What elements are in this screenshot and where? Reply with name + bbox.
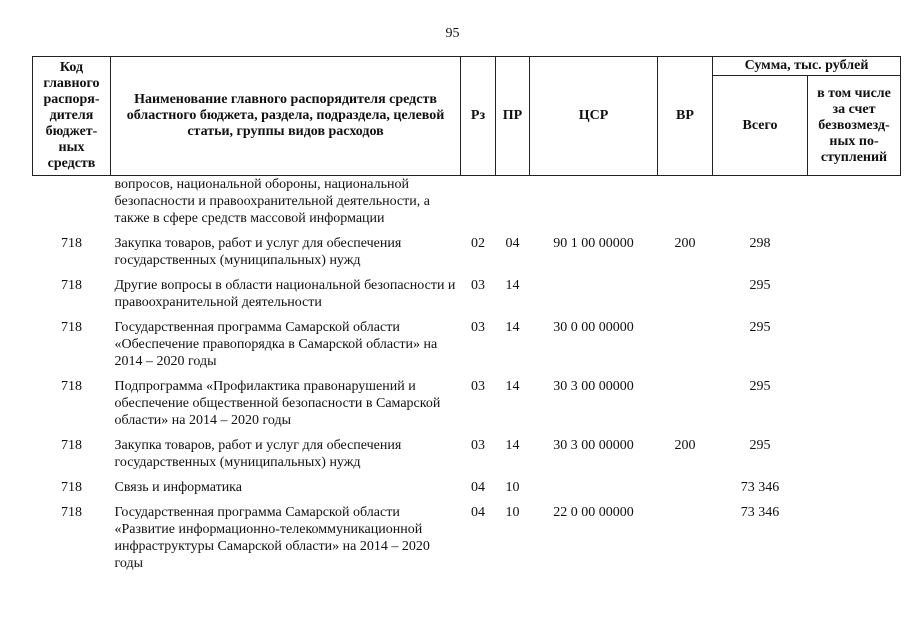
cell-name: Государственная программа Самарской области «Развитие информационно-телекоммуникационной инфраструктуры Самарской области» на 2014 – 2020 годы — [114, 505, 430, 571]
cell-name: Закупка товаров, работ и услуг для обеспечения государственных (муниципальных) нужд — [114, 438, 402, 470]
cell-total: 73 346 — [740, 505, 780, 520]
cell-pr — [496, 176, 530, 234]
cell-vr — [658, 376, 713, 435]
cell-code: 718 — [61, 505, 82, 520]
cell-csr: 90 1 00 00000 — [553, 236, 634, 251]
cell-code: 718 — [61, 480, 82, 495]
cell-total: 295 — [749, 320, 771, 335]
cell-total: 298 — [749, 236, 771, 251]
cell-code: 718 — [61, 438, 82, 453]
cell-gratuitous — [808, 435, 901, 477]
cell-gratuitous — [808, 176, 901, 234]
cell-pr: 10 — [505, 505, 520, 520]
cell-rz — [461, 176, 496, 234]
cell-total — [713, 176, 808, 234]
table-row — [33, 176, 901, 234]
table-row — [33, 275, 901, 317]
cell-pr: 14 — [505, 379, 520, 394]
cell-vr — [658, 317, 713, 376]
cell-rz: 04 — [471, 505, 485, 520]
cell-name: Другие вопросы в области национальной безопасности и правоохранительной деятельности — [114, 278, 456, 310]
cell-rz: 02 — [471, 236, 485, 251]
cell-gratuitous — [808, 275, 901, 317]
cell-name: вопросов, национальной обороны, национальной безопасности и правоохранительной деятельности, а также в сфере средств массовой информации — [114, 177, 430, 226]
cell-csr: 30 3 00 00000 — [553, 438, 634, 453]
table-row — [33, 435, 901, 477]
cell-csr — [530, 275, 658, 317]
cell-pr: 10 — [505, 480, 520, 495]
table-row — [33, 477, 901, 502]
cell-total: 295 — [749, 438, 771, 453]
header-gratuitous: в том числе за счет безвозмезд-ных по-ступлений — [808, 76, 901, 176]
header-sum-group: Сумма, тыс. рублей — [713, 57, 901, 76]
page-number: 95 — [445, 26, 460, 41]
cell-csr — [530, 477, 658, 502]
header-vr: ВР — [658, 57, 713, 176]
cell-vr — [658, 176, 713, 234]
cell-csr: 22 0 00 00000 — [553, 505, 634, 520]
cell-vr — [658, 477, 713, 502]
header-code: Код главного распоря-дителя бюджет-ных средств — [33, 57, 111, 176]
header-csr: ЦСР — [530, 57, 658, 176]
cell-gratuitous — [808, 233, 901, 275]
cell-rz: 04 — [471, 480, 485, 495]
cell-name: Государственная программа Самарской области «Обеспечение правопорядка в Самарской области» на 2014 – 2020 годы — [114, 320, 438, 369]
cell-total: 73 346 — [740, 480, 780, 495]
header-rz: Рз — [461, 57, 496, 176]
cell-rz: 03 — [471, 438, 485, 453]
cell-code: 718 — [61, 379, 82, 394]
table-header — [33, 57, 901, 176]
cell-code: 718 — [61, 320, 82, 335]
header-name: Наименование главного распорядителя средств областного бюджета, раздела, подраздела, целевой статьи, группы видов расходов — [111, 57, 461, 176]
header-total: Всего — [713, 76, 808, 176]
cell-gratuitous — [808, 502, 901, 578]
header-pr: ПР — [496, 57, 530, 176]
cell-csr: 30 3 00 00000 — [553, 379, 634, 394]
cell-vr: 200 — [674, 438, 696, 453]
cell-total: 295 — [749, 379, 771, 394]
cell-pr: 14 — [505, 320, 520, 335]
cell-vr — [658, 275, 713, 317]
cell-code — [33, 176, 111, 234]
cell-rz: 03 — [471, 379, 485, 394]
table-row — [33, 233, 901, 275]
cell-csr — [530, 176, 658, 234]
cell-gratuitous — [808, 477, 901, 502]
cell-rz: 03 — [471, 320, 485, 335]
cell-rz: 03 — [471, 278, 485, 293]
cell-code: 718 — [61, 236, 82, 251]
cell-total: 295 — [749, 278, 771, 293]
cell-pr: 04 — [505, 236, 520, 251]
table-row — [33, 376, 901, 435]
cell-pr: 14 — [505, 438, 520, 453]
cell-name: Подпрограмма «Профилактика правонарушений и обеспечение общественной безопасности в Самарской области» на 2014 – 2020 годы — [114, 379, 441, 428]
cell-vr — [658, 502, 713, 578]
cell-name: Закупка товаров, работ и услуг для обеспечения государственных (муниципальных) нужд — [114, 236, 402, 268]
cell-vr: 200 — [674, 236, 696, 251]
cell-pr: 14 — [505, 278, 520, 293]
cell-code: 718 — [61, 278, 82, 293]
cell-gratuitous — [808, 376, 901, 435]
table-row — [33, 317, 901, 376]
cell-gratuitous — [808, 317, 901, 376]
cell-name: Связь и информатика — [114, 480, 242, 495]
table-row — [33, 502, 901, 578]
budget-table — [32, 56, 901, 578]
cell-csr: 30 0 00 00000 — [553, 320, 634, 335]
